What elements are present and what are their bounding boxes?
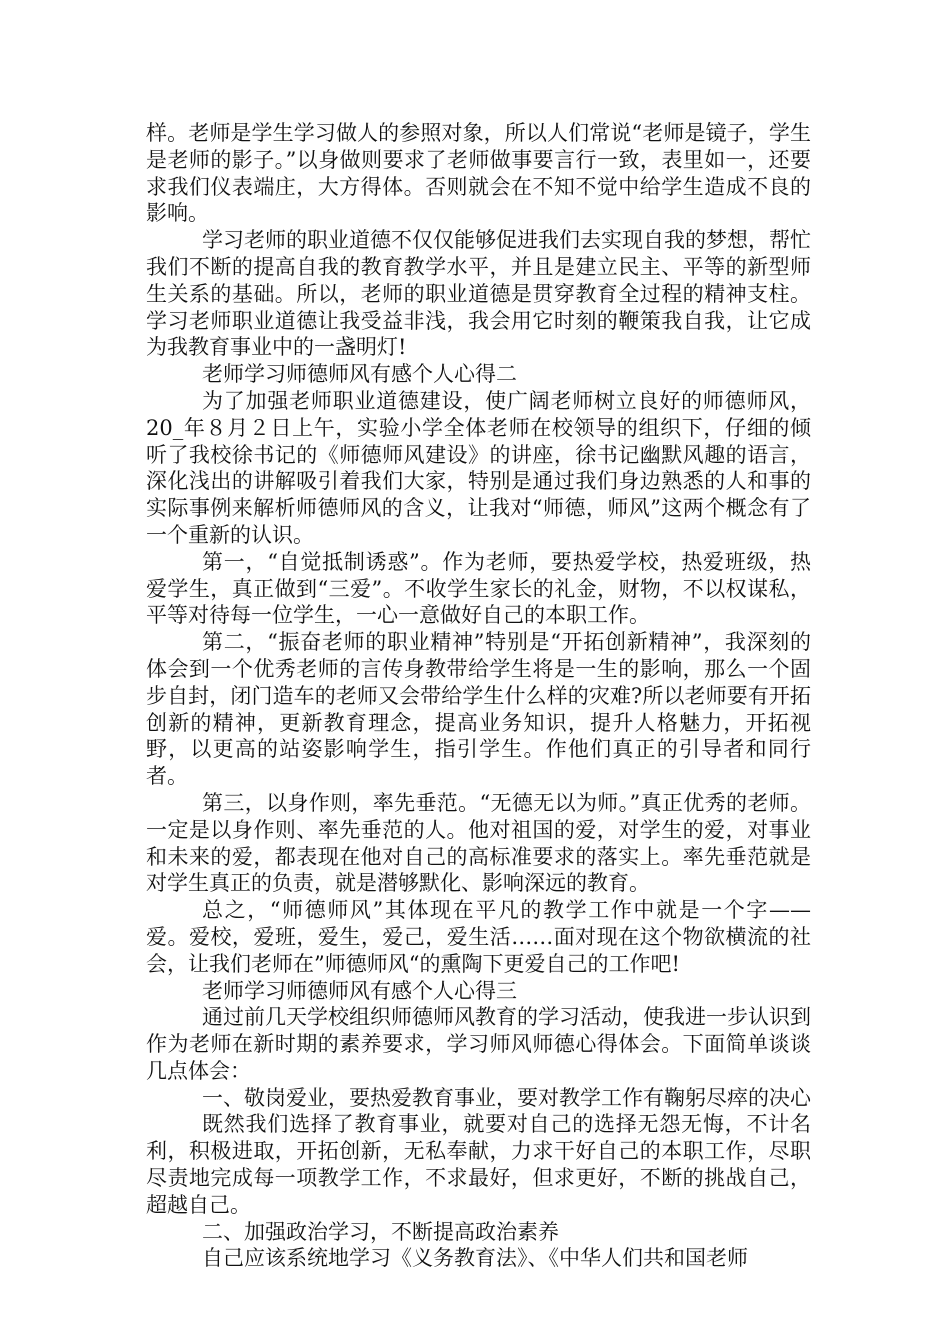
paragraph: 第二，“振奋老师的职业精神”特别是“开拓创新精神”，我深刻的体会到一个优秀老师的言传身教带给学生将是一生的影响，那么一个固步自封，闭门造车的老师又会带给学生什么样的灾难?所以老师要有开拓创新的精神，更新教育理念，提高业务知识，提升人格魅力，开拓视野，以更高的站姿影响学生，指引学生。作他们真正的引导者和同行者。 (146, 630, 811, 789)
section-heading: 老师学习师德师风有感个人心得二 (202, 362, 517, 387)
paragraph-continuation: 样。老师是学生学习做人的参照对象，所以人们常说“老师是镜子，学生是老师的影子。”以身做则要求了老师做事要言行一致，表里如一，还要求我们仪表端庄，大方得体。否则就会在不知不觉中给学生造成不良的影响。 (146, 121, 811, 226)
paragraph: 总之，“师德师风”其体现在平凡的教学工作中就是一个字——爱。爱校，爱班，爱生，爱己，爱生活……面对现在这个物欲横流的社会，让我们老师在”师德师风“的熏陶下更爱自己的工作吧! (146, 898, 811, 976)
paragraph: 第一，“自觉抵制诱惑”。作为老师，要热爱学校，热爱班级，热爱学生，真正做到“三爱”。不收学生家长的礼金，财物，不以权谋私，平等对待每一位学生，一心一意做好自己的本职工作。 (146, 549, 811, 628)
paragraph: 第三，以身作则，率先垂范。“无德无以为师。”真正优秀的老师。一定是以身作则、率先垂范的人。他对祖国的爱，对学生的爱，对事业和未来的爱，都表现在他对自己的高标准要求的落实上。率先垂范就是对学生真正的负责，就是潜够默化、影响深远的教育。 (146, 790, 811, 896)
paragraph: 为了加强老师职业道德建设，使广阔老师树立良好的师德师风，20_年８月２日上午，实验小学全体老师在校领导的组织下，仔细的倾听了我校徐书记的《师德师风建设》的讲座，徐书记幽默风趣的语言，深化浅出的讲解吸引着我们大家，特别是通过我们身边熟悉的人和事的实际事例来解析师德师风的含义，让我对“师德，师风”这两个概念有了一个重新的认识。 (146, 388, 811, 547)
paragraph: 学习老师的职业道德不仅仅能够促进我们去实现自我的梦想，帮忙我们不断的提高自我的教育教学水平，并且是建立民主、平等的新型师生关系的基础。所以，老师的职业道德是贯穿教育全过程的精神支柱。学习老师职业道德让我受益非浅，我会用它时刻的鞭策我自我，让它成为我教育事业中的一盏明灯! (146, 228, 811, 360)
paragraph: 既然我们选择了教育事业，就要对自己的选择无怨无悔，不计名利，积极进取，开拓创新，无私奉献，力求干好自己的本职工作，尽职尽责地完成每一项教学工作，不求最好，但求更好，不断的挑战自己，超越自己。 (146, 1112, 811, 1217)
paragraph: 二、加强政治学习，不断提高政治素养 (202, 1219, 559, 1244)
section-heading: 老师学习师德师风有感个人心得三 (202, 978, 517, 1003)
document-body (146, 120, 811, 1272)
paragraph: 一、敬岗爱业，要热爱教育事业，要对教学工作有鞠躬尽瘁的决心 (202, 1085, 811, 1110)
paragraph: 通过前几天学校组织师德师风教育的学习活动，使我进一步认识到作为老师在新时期的素养要求，学习师风师德心得体会。下面简单谈谈几点体会： (146, 1005, 811, 1083)
paragraph: 自己应该系统地学习《义务教育法》、《中华人们共和国老师 (202, 1246, 748, 1271)
